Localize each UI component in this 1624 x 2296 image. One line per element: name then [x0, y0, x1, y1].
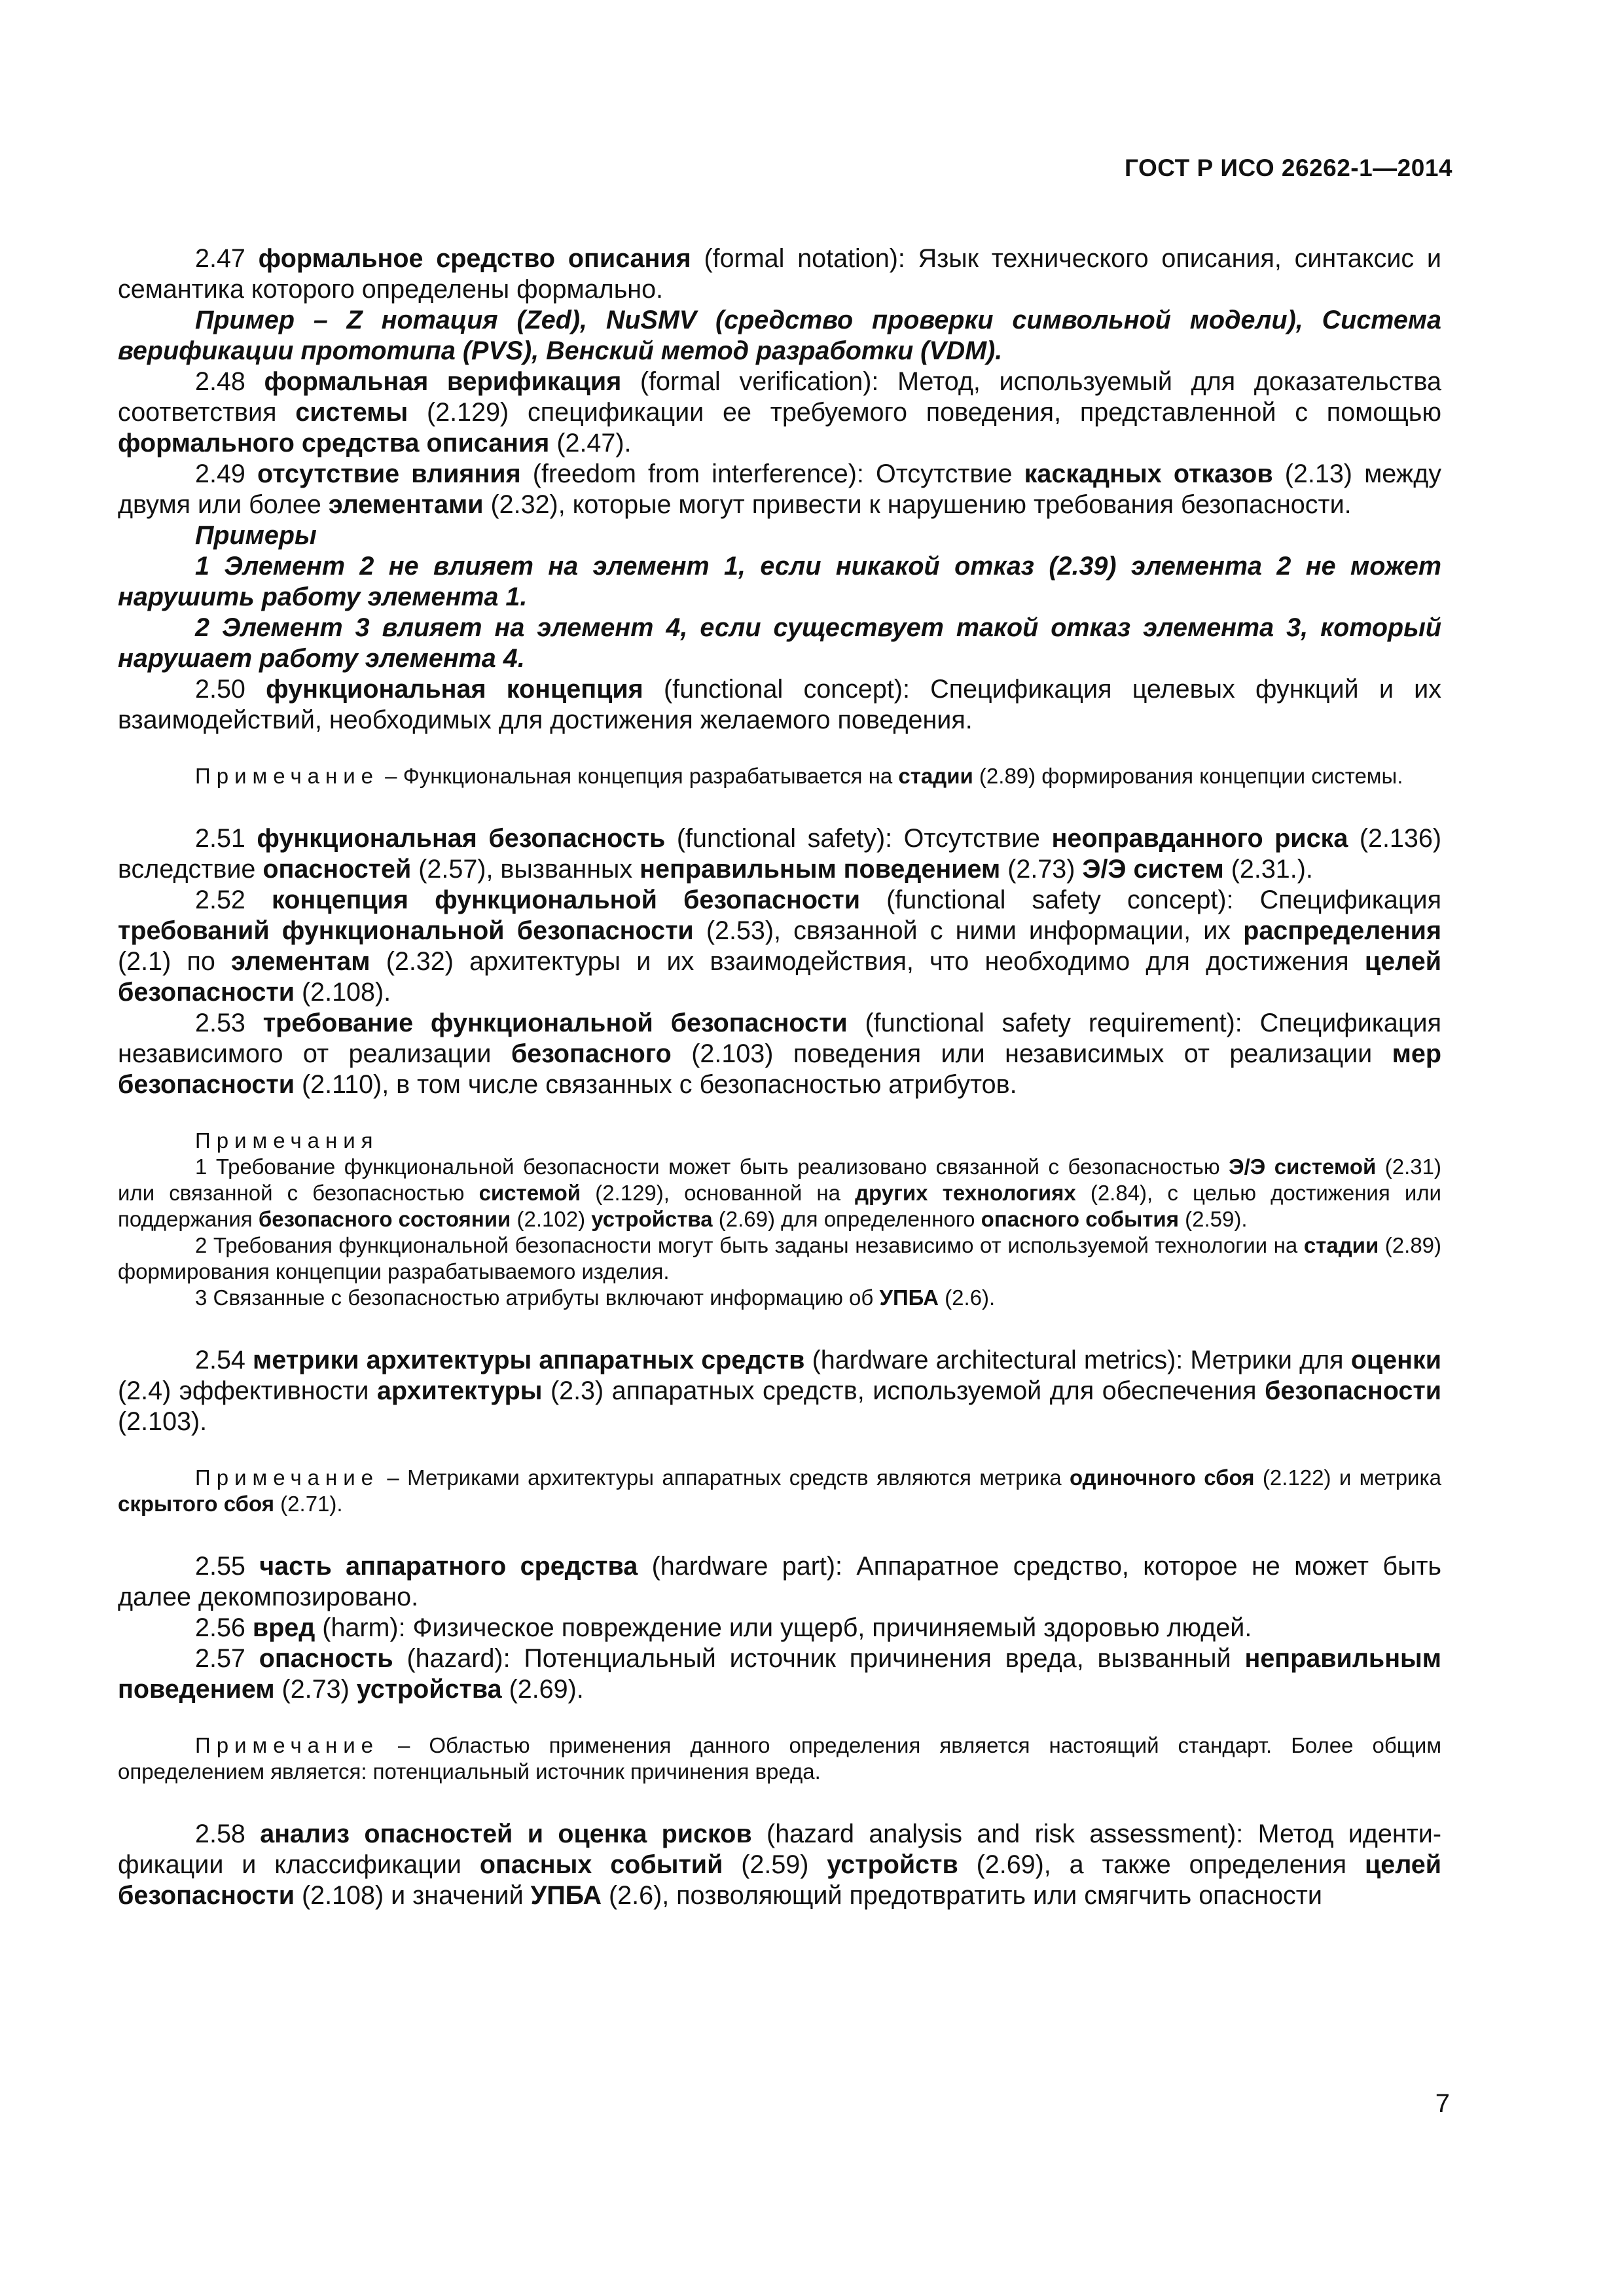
- note-text: – Функциональная концепция разрабатывается на: [379, 764, 899, 788]
- term-2-57: [118, 1643, 1441, 1705]
- term-ref: устройства: [591, 1207, 713, 1231]
- term-number: 2.51: [195, 824, 257, 853]
- term-text: (2.32), которые могут привести к нарушению требования безопасности.: [483, 490, 1352, 519]
- term-number: 2.47: [195, 244, 259, 273]
- term-definition: (harm): Физическое повреждение или ущерб, причиняемый здоровью людей.: [315, 1613, 1252, 1642]
- note-text: (2.84), с целью достижения или поддержания: [118, 1181, 1441, 1231]
- note-label: Примечания: [195, 1128, 379, 1153]
- note-label: Примечание: [195, 1733, 380, 1757]
- note-2-57: [118, 1732, 1441, 1785]
- term-ref: мер безопасности: [118, 1039, 1441, 1099]
- term-ref: УПБА: [530, 1881, 602, 1910]
- term-text: (2.108) и значений: [295, 1881, 531, 1910]
- term-ref: безопасности: [1264, 1376, 1441, 1405]
- note-text: (2.6).: [938, 1285, 996, 1310]
- note-text: (2.59).: [1178, 1207, 1248, 1231]
- term-ref: неправильным поведением: [118, 1644, 1442, 1704]
- term-ref: неправильным поведением: [640, 855, 1001, 884]
- note-text: – Областью применения данного определения является настоящий стандарт. Более общим определением является: потенциальный источник причинения вреда.: [118, 1733, 1441, 1784]
- term-text: (2.47).: [549, 429, 632, 457]
- note-text: (2.89) формирования концепции разрабатываемого изделия.: [118, 1233, 1442, 1283]
- term-ref: опасностей: [262, 855, 412, 884]
- term-2-56: [118, 1613, 1441, 1643]
- term-text: (2.108).: [295, 978, 391, 1007]
- note-text: (2.102): [511, 1207, 592, 1231]
- term-ref: стадии: [898, 764, 973, 788]
- term-2-51: [118, 823, 1441, 885]
- term-text: (2.103) поведения или независимых от реализации: [671, 1039, 1392, 1068]
- term-title: формальная верификация: [264, 367, 622, 396]
- term-text: (2.32) архитектуры и их взаимодействия, что необходимо для достижения: [370, 947, 1365, 976]
- term-ref: безопасного состоянии: [258, 1207, 511, 1231]
- term-text: (2.57), вызванных: [411, 855, 640, 884]
- term-ref: УПБА: [879, 1285, 939, 1310]
- term-title: часть аппаратного средства: [259, 1552, 638, 1581]
- term-text: (2.103).: [118, 1407, 208, 1436]
- term-ref: требований функциональной безопасности: [118, 916, 694, 945]
- term-ref: безопасного: [511, 1039, 672, 1068]
- term-text: (hazard): Потенциальный источник причинения вреда, вызванный: [393, 1644, 1245, 1673]
- term-title: функциональная концепция: [266, 675, 643, 704]
- term-title: метрики архитектуры аппаратных средств: [253, 1346, 805, 1374]
- term-text: (functional safety): Отсутствие: [665, 824, 1052, 853]
- term-number: 2.58: [195, 1820, 261, 1848]
- term-ref: формального средства описания: [118, 429, 550, 457]
- term-text: (functional safety requirement): Спецификация независимого от реализации: [118, 1009, 1441, 1068]
- note-text: (2.89) формирования концепции системы.: [973, 764, 1403, 788]
- term-definition: (functional concept): Спецификация целевых функций и их взаимодействий, необходимых для достижения желаемого поведения.: [118, 675, 1441, 734]
- note-text: (2.71).: [274, 1492, 343, 1516]
- term-2-50: [118, 674, 1441, 736]
- term-number: 2.52: [195, 886, 272, 914]
- term-definition: (formal notation): Язык технического описания, синтаксис и семантика которого определены формально.: [118, 244, 1441, 304]
- term-text: (2.53), связанной с ними информации, их: [693, 916, 1244, 945]
- term-title: формальное средство описания: [258, 244, 691, 273]
- term-ref: элементами: [328, 490, 484, 519]
- term-definition: (hardware part): Аппаратное средство, которое не может быть далее декомпозировано.: [118, 1552, 1442, 1611]
- term-2-54: [118, 1345, 1441, 1437]
- term-ref: каскадных отказов: [1024, 459, 1273, 488]
- example-item: 1 Элемент 2 не влияет на элемент 1, если никакой отказ (2.39) элемента 2 не может нарушить работу элемента 1.: [118, 552, 1441, 611]
- note-text: (2.122) и метрика: [1254, 1465, 1442, 1490]
- term-ref: устройства: [356, 1675, 502, 1704]
- examples-title: Примеры: [195, 521, 317, 550]
- term-number: 2.53: [195, 1009, 263, 1037]
- term-2-55: [118, 1551, 1441, 1613]
- term-2-48: [118, 367, 1441, 459]
- note-text: 3 Связанные с безопасностью атрибуты включают информацию об: [195, 1285, 880, 1310]
- term-text: (2.1) по: [118, 947, 232, 976]
- term-text: (hardware architectural metrics): Метрики для: [804, 1346, 1351, 1374]
- term-number: 2.55: [195, 1552, 260, 1581]
- term-ref: системой: [478, 1181, 581, 1205]
- term-ref: элементам: [231, 947, 370, 976]
- term-title: опасность: [259, 1644, 393, 1673]
- term-text: (2.73): [1000, 855, 1083, 884]
- example-item: 2 Элемент 3 влияет на элемент 4, если существует такой отказ элемента 3, который нарушает работу элемента 4.: [118, 613, 1441, 673]
- term-title: функциональная безопасность: [257, 824, 666, 853]
- example-2-47: Пример – Z нотация (Zed), NuSMV (средство проверки символьной модели), Система верификации прототипа (PVS), Венский метод разработки (VDM).: [118, 306, 1441, 365]
- term-ref: опасного события: [981, 1207, 1179, 1231]
- notes-title: [118, 1128, 1441, 1154]
- term-title: анализ опасностей и оценка рисков: [260, 1820, 752, 1848]
- term-number: 2.48: [195, 367, 264, 396]
- term-2-58: [118, 1819, 1441, 1911]
- term-ref: распределения: [1243, 916, 1441, 945]
- note-label: Примечание: [195, 764, 380, 788]
- term-text: (2.69), а также определения: [958, 1850, 1365, 1879]
- term-title: отсутствие влияния: [257, 459, 521, 488]
- term-ref: Э/Э системой: [1229, 1155, 1377, 1179]
- note-item: [118, 1285, 1441, 1311]
- term-text: (2.31.).: [1223, 855, 1313, 884]
- note-2-50: [118, 763, 1441, 789]
- term-text: (2.129) спецификации ее требуемого поведения, представленной с помощью: [408, 398, 1441, 427]
- term-number: 2.54: [195, 1346, 253, 1374]
- term-ref: устройств: [827, 1850, 958, 1879]
- term-ref: других технологиях: [855, 1181, 1076, 1205]
- note-item: [118, 1154, 1441, 1232]
- term-ref: одиночного сбоя: [1069, 1465, 1255, 1490]
- term-2-49: [118, 459, 1441, 520]
- term-ref: опасных событий: [479, 1850, 723, 1879]
- note-2-54: [118, 1465, 1441, 1517]
- term-text: (2.110), в том числе связанных с безопасностью атрибутов.: [295, 1070, 1017, 1099]
- term-ref: оценки: [1350, 1346, 1442, 1374]
- term-number: 2.49: [195, 459, 258, 488]
- term-2-52: [118, 885, 1441, 1008]
- note-item: [118, 1232, 1441, 1285]
- term-title: концепция функциональной безопасности: [272, 886, 861, 914]
- page-number: 7: [1435, 2089, 1450, 2118]
- term-text: (2.6), позволяющий предотвратить или смягчить опасности: [602, 1881, 1322, 1910]
- term-number: 2.50: [195, 675, 266, 704]
- term-2-53: [118, 1008, 1441, 1100]
- term-text: (2.3) аппаратных средств, используемой для обеспечения: [542, 1376, 1265, 1405]
- term-number: 2.56: [195, 1613, 253, 1642]
- term-ref: стадии: [1303, 1233, 1379, 1257]
- term-text: (functional safety concept): Спецификация: [860, 886, 1441, 914]
- term-text: (hazard analysis and risk assessment): Метод идентификации и классификации: [118, 1820, 1441, 1879]
- note-text: (2.129), основанной на: [581, 1181, 856, 1205]
- term-text: (2.136) вследствие: [118, 824, 1441, 884]
- term-ref: целей безопасности: [118, 1850, 1442, 1910]
- term-text: (freedom from interference): Отсутствие: [520, 459, 1024, 488]
- note-label: Примечание: [195, 1465, 380, 1490]
- term-text: (2.13) между двумя или более: [118, 459, 1442, 519]
- term-text: (formal verification): Метод, используемый для доказательства соответствия: [118, 367, 1441, 427]
- note-text: (2.69) для определенного: [712, 1207, 981, 1231]
- term-text: (2.69).: [501, 1675, 584, 1704]
- term-ref: системы: [295, 398, 408, 427]
- standard-code-header: ГОСТ Р ИСО 26262-1—2014: [1125, 154, 1453, 181]
- term-text: (2.73): [274, 1675, 357, 1704]
- term-ref: целей безопасности: [118, 947, 1441, 1007]
- term-number: 2.57: [195, 1644, 259, 1673]
- term-ref: архитектуры: [376, 1376, 543, 1405]
- note-text: – Метриками архитектуры аппаратных средств являются метрика: [379, 1465, 1070, 1490]
- term-text: (2.59): [723, 1850, 827, 1879]
- term-ref: скрытого сбоя: [118, 1492, 275, 1516]
- term-ref: Э/Э систем: [1082, 855, 1224, 884]
- term-2-47: [118, 243, 1441, 305]
- document-body: [118, 243, 1441, 1911]
- term-title: требование функциональной безопасности: [262, 1009, 848, 1037]
- note-text: 1 Требование функциональной безопасности может быть реализовано связанной с безопасностью: [195, 1155, 1229, 1179]
- term-ref: неоправданного риска: [1051, 824, 1348, 853]
- term-title: вред: [252, 1613, 316, 1642]
- note-text: 2 Требования функциональной безопасности могут быть заданы независимо от используемой технологии на: [195, 1233, 1304, 1257]
- term-text: (2.4) эффективности: [118, 1376, 377, 1405]
- note-text: (2.31) или связанной с безопасностью: [118, 1155, 1441, 1205]
